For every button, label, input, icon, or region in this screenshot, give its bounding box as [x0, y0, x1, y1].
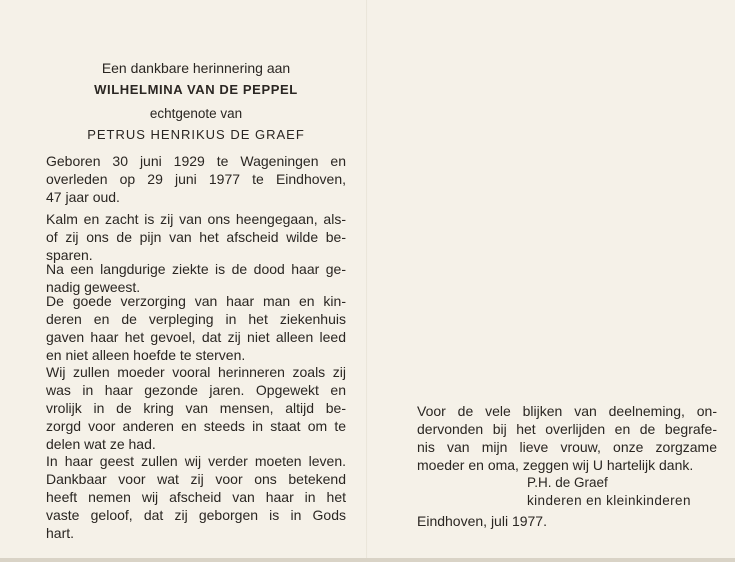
birth-death-paragraph — [46, 152, 346, 206]
text-line: gaven haar het gevoel, dat zij niet alleen leed — [46, 329, 346, 345]
text-line: 47 jaar oud. — [46, 189, 120, 205]
deceased-name: WILHELMINA VAN DE PEPPEL — [94, 82, 298, 97]
text-line: overleden op 29 juni 1977 te Eindhoven, — [46, 171, 346, 187]
thanks-paragraph — [417, 402, 717, 474]
intro-text: Een dankbare herinnering aan — [101, 60, 291, 76]
text-line: dervonden bij het overlijden en de begrafe- — [417, 421, 717, 437]
text-line: nadig geweest. — [46, 279, 141, 295]
text-line: In haar geest zullen wij verder moeten leven. — [46, 453, 346, 469]
text-line: Geboren 30 juni 1929 te Wageningen en — [46, 153, 346, 169]
relation-text: echtgenote van — [149, 106, 243, 121]
text-line: of zij ons de pijn van het afscheid wilde be- — [46, 229, 346, 245]
text-line: deren en de verpleging in het ziekenhuis — [46, 311, 346, 327]
card-bottom-edge — [0, 558, 735, 562]
faith-paragraph — [46, 452, 346, 542]
illness-paragraph — [46, 260, 346, 296]
signature-name: P.H. de Graef — [527, 475, 608, 490]
text-line: sparen. — [46, 247, 93, 263]
text-line: moeder en oma, zeggen wij U hartelijk dank. — [417, 457, 694, 473]
text-line: Na een langdurige ziekte is de dood haar ge- — [46, 261, 346, 277]
text-line: was in haar gezonde jaren. Opgewekt en — [46, 382, 346, 398]
text-line: Dankbaar voor wat zij voor ons betekend — [46, 471, 346, 487]
text-line: vrolijk in de kring van mensen, altijd be- — [46, 400, 346, 416]
text-line: nis van mijn lieve vrouw, onze zorgzame — [417, 439, 717, 455]
text-line: en niet alleen hoefde te sterven. — [46, 347, 246, 363]
care-paragraph — [46, 292, 346, 364]
memory-paragraph — [46, 363, 346, 453]
text-line: De goede verzorging van haar man en kin- — [46, 293, 346, 309]
text-line: Voor de vele blijken van deelneming, on- — [417, 403, 717, 419]
spouse-name: PETRUS HENRIKUS DE GRAEF — [87, 127, 305, 142]
family-line: kinderen en kleinkinderen — [527, 493, 691, 508]
text-line: vaste geloof, dat zij geborgen is in Gods — [46, 507, 346, 523]
text-line: zorgd voor anderen en steeds in staat om te — [46, 418, 346, 434]
card-fold — [366, 0, 368, 562]
text-line: delen wat ze had. — [46, 436, 156, 452]
place-date: Eindhoven, juli 1977. — [417, 513, 547, 529]
text-line: Kalm en zacht is zij van ons heengegaan, als- — [46, 211, 346, 227]
text-line: heeft nemen wij afscheid van haar in het — [46, 489, 346, 505]
text-line: Wij zullen moeder vooral herinneren zoals zij — [46, 364, 346, 380]
calm-paragraph — [46, 210, 346, 264]
text-line: hart. — [46, 525, 75, 541]
